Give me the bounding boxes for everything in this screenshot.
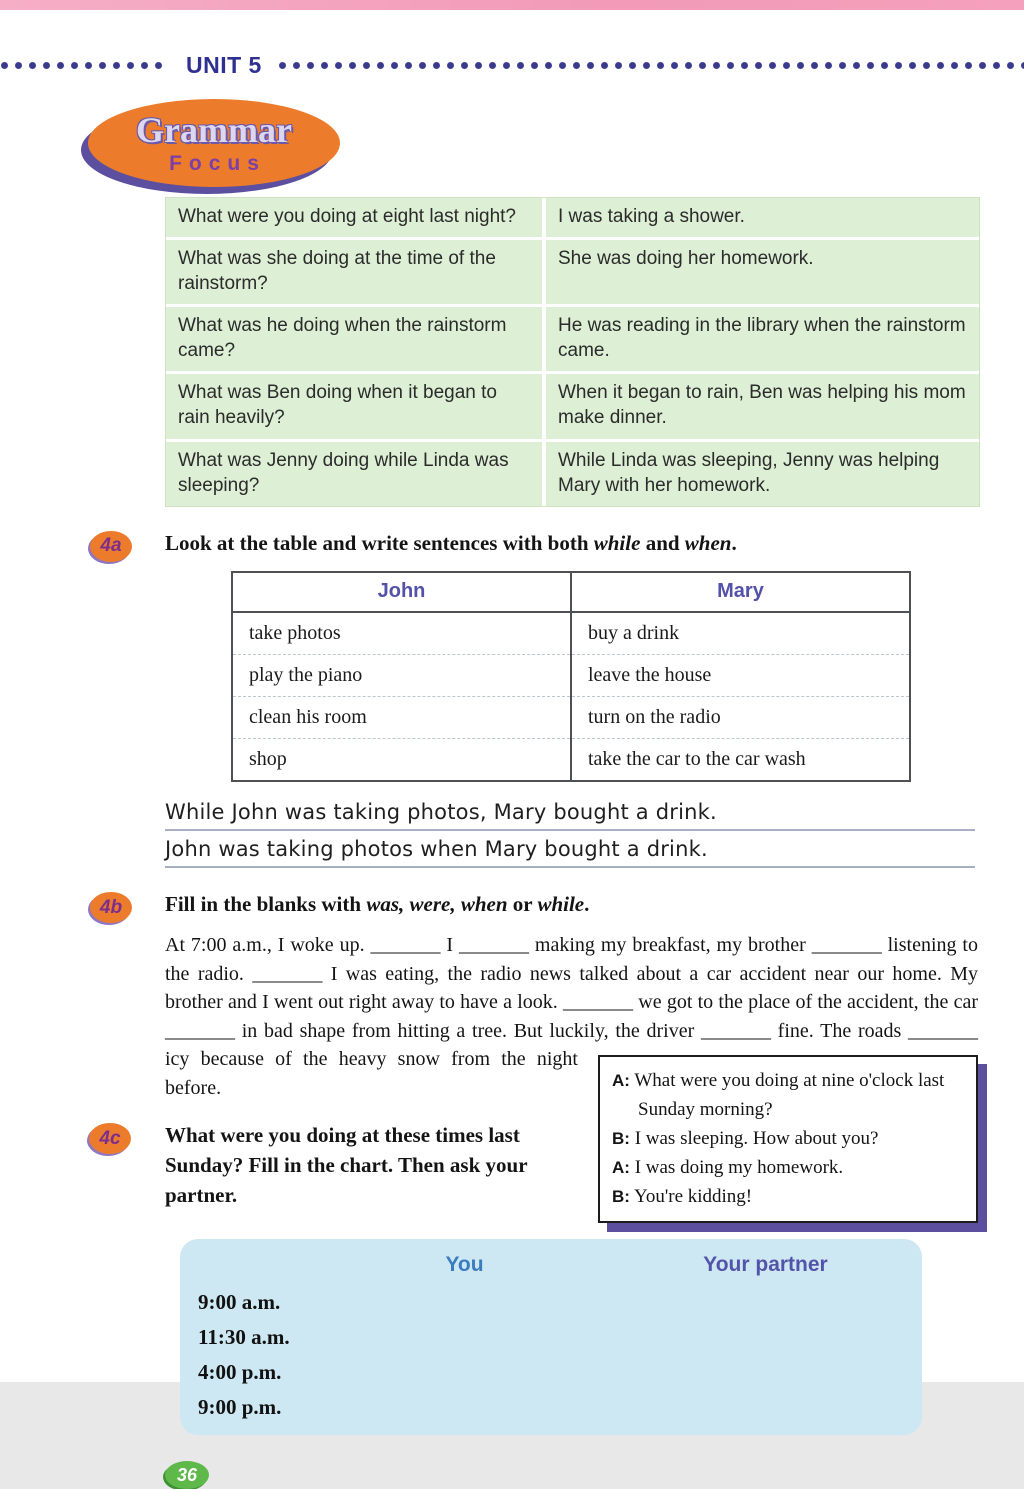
instruction-keyword: was, were, when [366,892,508,917]
grammar-answer: She was doing her homework. [546,240,979,307]
grammar-row [166,374,979,441]
chart-input-cell [314,1390,615,1425]
grammar-focus-subtitle: Focus [169,152,266,175]
chart-input-cell [615,1355,916,1390]
activity-table-row [232,697,910,739]
grammar-row [166,442,979,506]
section-4b-badge: 4b [90,892,132,923]
activity-cell-mary: turn on the radio [571,697,910,739]
section-4b-instruction [165,890,980,918]
instruction-keyword: while [593,530,641,555]
page-number-badge: 36 [165,1461,209,1489]
grammar-answer: I was taking a shower. [546,198,979,240]
activity-cell-john: shop [249,748,287,771]
dialog-text: I was sleeping. How about you? [634,1128,879,1150]
section-4c-badge: 4c [89,1123,131,1154]
section-4b-content [165,890,980,923]
section-4b-badge-column [90,890,165,923]
example-sentence-1: While John was taking photos, Mary bought a drink. [165,796,975,831]
dialog-speaker: B: [612,1187,630,1207]
activity-table-row [232,612,910,655]
activity-cell-mary: take the car to the car wash [571,739,910,782]
times-chart [180,1239,922,1435]
instruction-text: and [640,530,685,555]
grammar-question: What was Ben doing when it began to rain heavily? [166,374,546,441]
activity-table [231,571,911,782]
dotted-rule-left [0,61,168,70]
activity-cell-mary: leave the house [571,655,910,697]
chart-time-label: 4:00 p.m. [198,1360,282,1385]
chart-header-you: You [445,1253,484,1277]
activity-table-row [232,655,910,697]
page-top-edge [0,0,1024,10]
activity-cell-john: play the piano [232,655,571,697]
activity-cell-john: take photos [232,612,571,655]
dialog-line [612,1066,964,1124]
chart-input-cell [615,1320,916,1355]
section-4a-instruction [165,529,980,557]
chart-time-label: 11:30 a.m. [198,1325,290,1350]
dialog-text: You're kidding! [634,1186,753,1208]
lower-page-flow [99,931,978,1489]
unit-label: UNIT 5 [186,52,262,78]
grammar-question: What was Jenny doing while Linda was sleeping? [166,442,546,506]
dialog-text: What were you doing at nine o'clock last Sunday morning? [634,1070,945,1121]
paragraph-text-1: At 7:00 a.m., I woke up. _______ I _______ making my breakfast, my brother _______ listening to the radio. _______ I was eating, the radio news talked about a car accident near our home. My brother and I went out right away to have a look. _______ we got to the place of the accident, the car _______ in bad shape from hitting a tree. But luckily, the driver _______ fine. The roads _______ icy [165,934,978,1071]
section-4a [90,529,980,868]
section-4a-content [165,529,980,868]
activity-table-header-row [232,572,910,612]
section-4a-badge: 4a [90,531,132,562]
instruction-text: Fill in the blanks with [165,892,367,917]
example-sentence-2: John was taking photos when Mary bought a drink. [165,833,975,868]
chart-time-label: 9:00 a.m. [198,1290,281,1315]
section-4c-instruction: What were you doing at these times last Sunday? Fill in the chart. Then ask your partner. [165,1123,528,1208]
unit-header [0,52,1024,79]
dialog-text: I was doing my homework. [634,1157,844,1179]
chart-input-cell [615,1390,916,1425]
chart-input-cell [314,1355,615,1390]
dialog-speaker: A: [612,1158,630,1178]
dialog-speaker: B: [612,1129,630,1149]
grammar-question: What were you doing at eight last night? [166,198,546,240]
chart-header-your-partner: Your partner [703,1253,828,1277]
grammar-answer: When it began to rain, Ben was helping his mom make dinner. [546,374,979,441]
section-4c-heading [99,1120,978,1210]
activity-cell-john: clean his room [232,697,571,739]
instruction-text: Look at the table and write sentences with both [165,530,594,555]
instruction-text: . [584,892,590,917]
grammar-row [166,240,979,307]
dotted-rule-right [278,61,1024,70]
chart-time-label: 9:00 p.m. [198,1395,282,1420]
grammar-question: What was she doing at the time of the rainstorm? [166,240,546,307]
activity-table-row [232,739,910,782]
instruction-keyword: when [684,530,732,555]
activity-cell-mary: buy a drink [571,612,910,655]
grammar-focus-badge [88,99,340,187]
instruction-text: . [731,530,737,555]
chart-input-cell [314,1320,615,1355]
activity-table-header-john: John [232,572,571,612]
grammar-row [166,198,979,240]
chart-input-cell [615,1285,916,1320]
instruction-keyword: while [537,892,585,917]
section-4a-badge-column [90,529,165,868]
grammar-question: What was he doing when the rainstorm came? [166,307,546,374]
dialog-speaker: A: [612,1071,630,1091]
section-4b [90,890,980,923]
instruction-text: or [507,892,538,917]
paragraph-text-2: because of the heavy snow from the night before. [165,1048,578,1099]
grammar-answer: He was reading in the library when the rainstorm came. [546,307,979,374]
grammar-answer: While Linda was sleeping, Jenny was helping Mary with her homework. [558,449,940,496]
grammar-row [166,307,979,374]
grammar-focus-table [165,197,980,507]
grammar-focus-title: Grammar [136,110,292,150]
chart-input-cell [314,1285,615,1320]
activity-table-header-mary: Mary [571,572,910,612]
